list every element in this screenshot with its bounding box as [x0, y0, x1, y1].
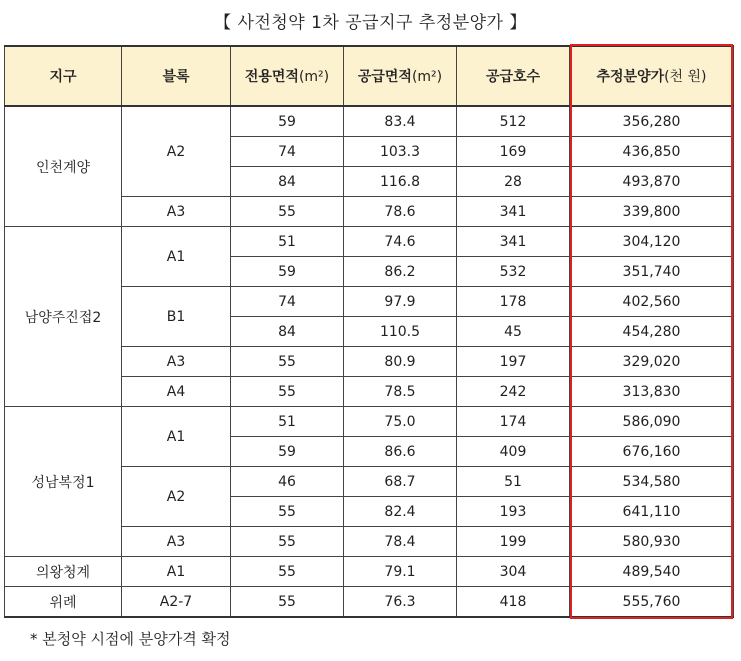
supply-area-cell: 86.2: [344, 257, 457, 287]
units-cell: 51: [457, 467, 570, 497]
district-cell: 의왕청계: [5, 557, 122, 587]
district-cell: 남양주진접2: [5, 227, 122, 407]
block-cell: A1: [122, 557, 231, 587]
table-row: [5, 106, 734, 137]
exclusive-area-cell: 55: [231, 347, 344, 377]
exclusive-area-cell: 51: [231, 407, 344, 437]
header-exclusive-area: 전용면적(m²): [231, 46, 344, 106]
exclusive-area-cell: 59: [231, 257, 344, 287]
supply-area-cell: 78.4: [344, 527, 457, 557]
supply-area-cell: 68.7: [344, 467, 457, 497]
units-cell: 532: [457, 257, 570, 287]
exclusive-area-cell: 74: [231, 287, 344, 317]
supply-area-cell: 75.0: [344, 407, 457, 437]
exclusive-area-cell: 55: [231, 557, 344, 587]
supply-area-cell: 103.3: [344, 137, 457, 167]
price-cell: 402,560: [570, 287, 734, 317]
table-title: 【 사전청약 1차 공급지구 추정분양가 】: [214, 13, 527, 33]
header-block: 블록: [122, 46, 231, 106]
header-units: 공급호수: [457, 46, 570, 106]
exclusive-area-cell: 55: [231, 377, 344, 407]
units-cell: 409: [457, 437, 570, 467]
exclusive-area-cell: 55: [231, 587, 344, 618]
supply-area-cell: 79.1: [344, 557, 457, 587]
supply-area-cell: 82.4: [344, 497, 457, 527]
block-cell: A2: [122, 467, 231, 527]
block-cell: A2: [122, 106, 231, 197]
price-cell: 313,830: [570, 377, 734, 407]
exclusive-area-cell: 46: [231, 467, 344, 497]
district-cell: 성남복정1: [5, 407, 122, 557]
block-cell: A2-7: [122, 587, 231, 618]
units-cell: 174: [457, 407, 570, 437]
price-cell: 534,580: [570, 467, 734, 497]
price-cell: 641,110: [570, 497, 734, 527]
exclusive-area-cell: 55: [231, 497, 344, 527]
header-price: 추정분양가(천 원): [570, 46, 734, 106]
exclusive-area-cell: 74: [231, 137, 344, 167]
exclusive-area-cell: 84: [231, 167, 344, 197]
block-cell: A3: [122, 527, 231, 557]
block-cell: B1: [122, 287, 231, 347]
units-cell: 341: [457, 197, 570, 227]
price-cell: 489,540: [570, 557, 734, 587]
price-cell: 329,020: [570, 347, 734, 377]
block-cell: A1: [122, 407, 231, 467]
price-table: [4, 45, 734, 618]
supply-area-cell: 76.3: [344, 587, 457, 618]
header-supply-area: 공급면적(m²): [344, 46, 457, 106]
units-cell: 304: [457, 557, 570, 587]
block-cell: A1: [122, 227, 231, 287]
block-cell: A4: [122, 377, 231, 407]
supply-area-cell: 110.5: [344, 317, 457, 347]
supply-area-cell: 78.6: [344, 197, 457, 227]
supply-area-cell: 83.4: [344, 106, 457, 137]
table-row: [5, 227, 734, 257]
price-cell: 676,160: [570, 437, 734, 467]
exclusive-area-cell: 84: [231, 317, 344, 347]
units-cell: 178: [457, 287, 570, 317]
price-cell: 493,870: [570, 167, 734, 197]
supply-area-cell: 78.5: [344, 377, 457, 407]
price-cell: 580,930: [570, 527, 734, 557]
header-district: 지구: [5, 46, 122, 106]
exclusive-area-cell: 59: [231, 437, 344, 467]
units-cell: 197: [457, 347, 570, 377]
price-cell: 555,760: [570, 587, 734, 618]
table-row: [5, 587, 734, 618]
block-cell: A3: [122, 347, 231, 377]
units-cell: 512: [457, 106, 570, 137]
exclusive-area-cell: 55: [231, 197, 344, 227]
units-cell: 199: [457, 527, 570, 557]
units-cell: 169: [457, 137, 570, 167]
units-cell: 193: [457, 497, 570, 527]
footnote: * 본청약 시점에 분양가격 확정: [30, 630, 231, 648]
district-cell: 인천계양: [5, 106, 122, 227]
units-cell: 28: [457, 167, 570, 197]
units-cell: 45: [457, 317, 570, 347]
supply-area-cell: 86.6: [344, 437, 457, 467]
table-body: [5, 106, 734, 617]
supply-area-cell: 80.9: [344, 347, 457, 377]
price-cell: 436,850: [570, 137, 734, 167]
price-cell: 351,740: [570, 257, 734, 287]
exclusive-area-cell: 59: [231, 106, 344, 137]
exclusive-area-cell: 51: [231, 227, 344, 257]
table-row: [5, 557, 734, 587]
header-row: [5, 46, 734, 106]
supply-area-cell: 74.6: [344, 227, 457, 257]
price-cell: 356,280: [570, 106, 734, 137]
exclusive-area-cell: 55: [231, 527, 344, 557]
price-cell: 454,280: [570, 317, 734, 347]
price-cell: 586,090: [570, 407, 734, 437]
block-cell: A3: [122, 197, 231, 227]
supply-area-cell: 116.8: [344, 167, 457, 197]
units-cell: 418: [457, 587, 570, 618]
units-cell: 341: [457, 227, 570, 257]
units-cell: 242: [457, 377, 570, 407]
supply-area-cell: 97.9: [344, 287, 457, 317]
price-cell: 339,800: [570, 197, 734, 227]
table-row: [5, 407, 734, 437]
price-cell: 304,120: [570, 227, 734, 257]
district-cell: 위례: [5, 587, 122, 618]
